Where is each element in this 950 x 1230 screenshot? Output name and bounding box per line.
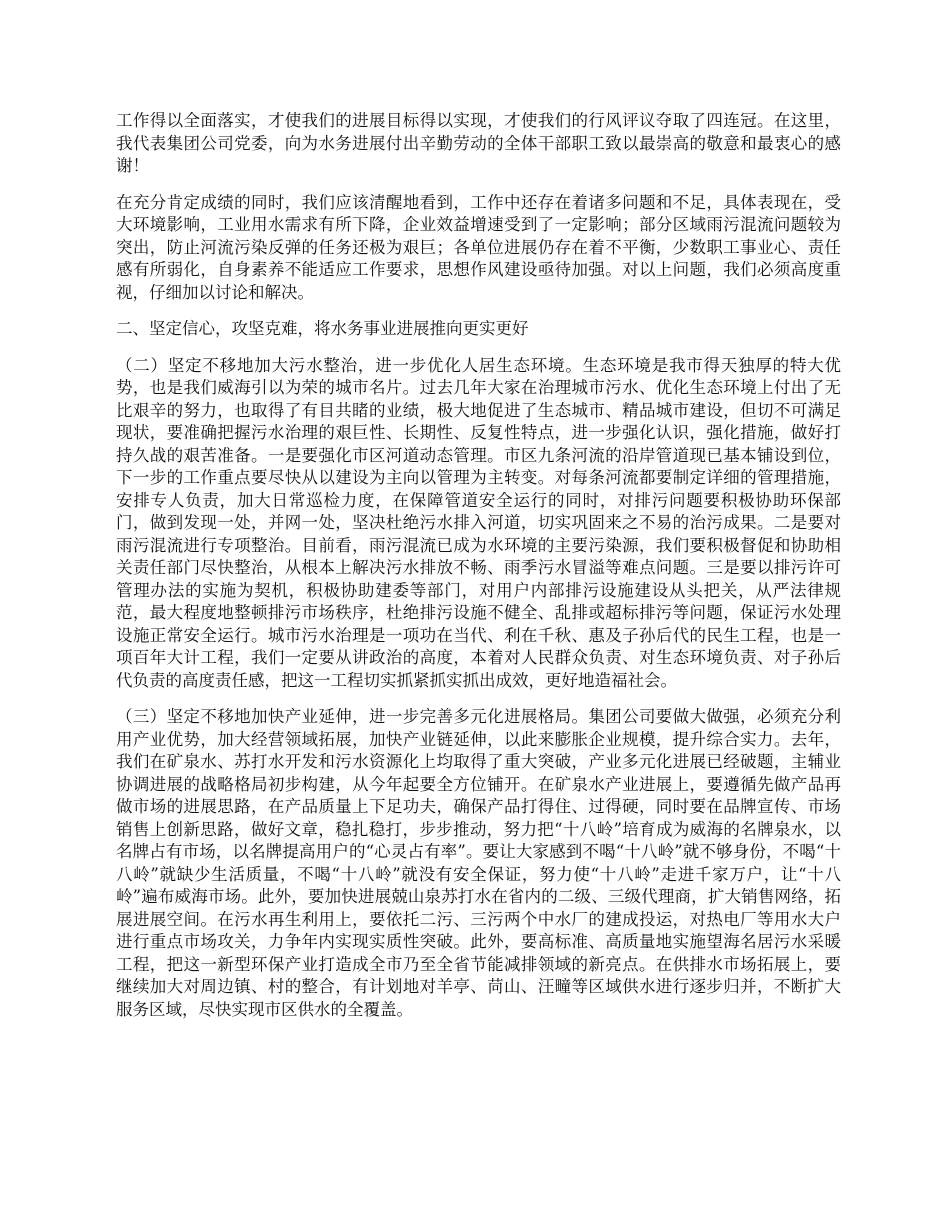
section-heading: 二、坚定信心，攻坚克难，将水务事业进展推向更实更好 [116,319,529,338]
paragraph-problems: 在充分肯定成绩的同时，我们应该清醒地看到，工作中还存在着诸多问题和不足，具体表现在，受大环境影响，工业用水需求有所下降，企业效益增速受到了一定影响；部分区域雨污混流问题较为突出，防止河流污染反弹的任务还极为艰巨；各单位进展仍存在着不平衡，少数职工事业心、责任感有所弱化，自身素养不能适应工作要求，思想作风建设亟待加强。对以上问题，我们必须高度重视，仔细加以讨论和解决。 [116,192,841,302]
paragraph-industry-extension: （三）坚定不移地加快产业延伸，进一步完善多元化进展格局。集团公司要做大做强，必须充分利用产业优势，加大经营领域拓展，加快产业链延伸，以此来膨胀企业规模，提升综合实力。去年，我们在矿泉水、苏打水开发和污水资源化上均取得了重大突破，产业多元化进展已经破题，主辅业协调进展的战略格局初步构建，从今年起要全方位铺开。在矿泉水产业进展上，要遵循先做产品再做市场的进展思路，在产品质量上下足功夫，确保产品打得住、过得硬，同时要在品牌宣传、市场销售上创新思路，做好文章，稳扎稳打，步步推动，努力把“十八岭”培育成为威海的名牌泉水，以名牌占有市场，以名牌提高用户的“心灵占有率”。要让大家感到不喝“十八岭”就不够身份，不喝“十八岭”就缺少生活质量，不喝“十八岭”就没有安全保证，努力使“十八岭”走进千家万户，让“十八岭”遍布威海市场。此外，要加快进展兢山泉苏打水在省内的二级、三级代理商，扩大销售网络，拓展进展空间。在污水再生利用上，要依托二污、三污两个中水厂的建成投运，对热电厂等用水大户进行重点市场攻关，力争年内实现实质性突破。此外，要高标准、高质量地实施望海名居污水采暖工程，把这一新型环保产业打造成全市乃至全省节能减排领域的新亮点。在供排水市场拓展上，要继续加大对周边镇、村的整合，有计划地对羊亭、苘山、汪疃等区域供水进行逐步归并，不断扩大服务区域，尽快实现市区供水的全覆盖。 [116,707,841,1019]
paragraph-gratitude: 工作得以全面落实，才使我们的进展目标得以实现，才使我们的行风评议夺取了四连冠。在这里，我代表集团公司党委，向为水务进展付出辛勤劳动的全体干部职工致以最崇高的敬意和最衷心的感谢！ [116,111,841,175]
paragraph-sewage-treatment: （二）坚定不移地加大污水整治，进一步优化人居生态环境。生态环境是我市得天独厚的特大优势，也是我们威海引以为荣的城市名片。过去几年大家在治理城市污水、优化生态环境上付出了无比艰辛的努力，也取得了有目共睹的业绩，极大地促进了生态城市、精品城市建设，但切不可满足现状，要准确把握污水治理的艰巨性、长期性、反复性特点，进一步强化认识，强化措施，做好打持久战的艰苦准备。一是要强化市区河道动态管理。市区九条河流的沿岸管道现已基本铺设到位，下一步的工作重点要尽快从以建设为主向以管理为主转变。对每条河流都要制定详细的管理措施，安排专人负责，加大日常巡检力度，在保障管道安全运行的同时，对排污问题要积极协助环保部门，做到发现一处，并网一处，坚决杜绝污水排入河道，切实巩固来之不易的治污成果。二是要对雨污混流进行专项整治。目前看，雨污混流已成为水环境的主要污染源，我们要积极督促和协助相关责任部门尽快整治，从根本上解决污水排放不畅、雨季污水冒溢等难点问题。三是要以排污许可管理办法的实施为契机，积极协助建委等部门，对用户内部排污设施建设从头把关，从严法律规范，最大程度地整顿排污市场秩序，杜绝排污设施不健全、乱排或超标排污等问题，保证污水处理设施正常安全运行。城市污水治理是一项功在当代、利在千秋、惠及子孙后代的民生工程，也是一项百年大计工程，我们一定要从讲政治的高度，本着对人民群众负责、对生态环境负责、对子孙后代负责的高度责任感，把这一工程切实抓紧抓实抓出成效，更好地造福社会。 [116,355,841,690]
document-body [116,110,841,1035]
